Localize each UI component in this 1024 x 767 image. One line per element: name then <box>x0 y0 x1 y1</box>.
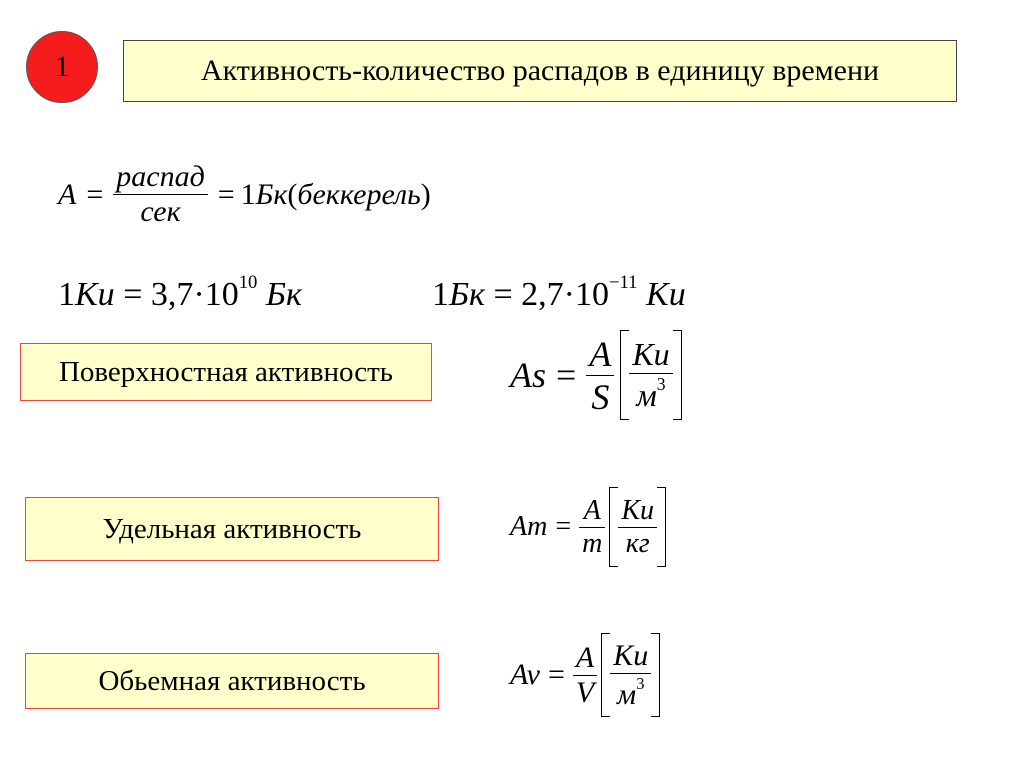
formula-lhs: As <box>510 355 546 395</box>
unit-fraction <box>610 639 651 712</box>
right-bracket <box>673 330 682 420</box>
fraction-numerator: распад <box>113 160 208 195</box>
coefficient: 2,7 <box>521 275 564 313</box>
equals-sign: = <box>217 177 235 211</box>
volumetric-activity-label: Обьемная активность <box>98 664 366 697</box>
formula-fraction <box>586 333 614 418</box>
number-one: 1 <box>240 177 256 211</box>
number-one: 1 <box>58 275 75 313</box>
unit-base: м <box>636 376 657 413</box>
fraction-denominator: m <box>582 527 603 559</box>
multiply-dot: · <box>563 275 575 313</box>
unit-denominator <box>629 374 672 414</box>
title-box <box>123 40 957 102</box>
paren-close: ) <box>420 177 431 211</box>
equals-sign: = <box>493 275 513 313</box>
unit-numerator: Ku <box>629 336 672 374</box>
unit-ku: Ku <box>646 275 686 313</box>
equals-sign: = <box>555 511 572 542</box>
unit-denominator <box>610 674 651 712</box>
activity-formula <box>58 160 431 229</box>
fraction-denominator: сек <box>140 195 181 228</box>
multiply-dot: · <box>193 275 205 313</box>
unit-denominator: кг <box>625 527 650 559</box>
right-bracket <box>657 487 666 567</box>
slide-title: Активность-количество распадов в единицу времени <box>200 54 880 87</box>
unit-bq: Бк <box>449 275 485 313</box>
volumetric-activity-formula <box>510 633 660 717</box>
unit-numerator: Ku <box>610 639 651 674</box>
specific-activity-box <box>25 497 439 561</box>
unit-numerator: Ku <box>618 495 657 528</box>
formula-lhs: Av <box>510 658 540 691</box>
left-bracket <box>620 330 629 420</box>
unit-bq: Бк <box>265 275 302 313</box>
unit-exponent: 3 <box>636 673 645 693</box>
fraction-numerator: A <box>579 495 605 528</box>
equals-sign: = <box>86 177 104 211</box>
paren-open: ( <box>287 177 298 211</box>
activity-symbol: A <box>58 177 77 211</box>
unit-bq: Бк <box>255 177 288 211</box>
power-exponent: −11 <box>608 272 638 293</box>
conversion-ku-to-bq <box>58 272 302 314</box>
surface-activity-box <box>20 343 432 401</box>
surface-activity-label: Поверхностная активность <box>58 355 394 388</box>
unit-name: беккерель <box>297 177 421 211</box>
equals-sign: = <box>556 355 577 395</box>
activity-fraction <box>113 160 208 229</box>
formula-fraction <box>573 641 597 710</box>
surface-activity-formula <box>510 330 682 420</box>
fraction-denominator: S <box>591 376 610 417</box>
unit-base: м <box>617 677 637 711</box>
volumetric-activity-box <box>25 653 439 709</box>
slide-number: 1 <box>54 50 70 83</box>
fraction-denominator: V <box>575 675 595 709</box>
power-base: 10 <box>204 275 239 313</box>
conversion-bq-to-ku <box>432 272 686 314</box>
unit-ku: Ku <box>75 275 115 313</box>
right-bracket <box>651 633 660 717</box>
unit-fraction <box>618 495 657 560</box>
formula-fraction <box>579 495 605 560</box>
left-bracket <box>609 487 618 567</box>
equals-sign: = <box>123 275 143 313</box>
fraction-numerator: A <box>573 641 597 676</box>
unit-exponent: 3 <box>656 374 666 395</box>
slide-number-badge <box>26 31 98 103</box>
specific-activity-formula <box>510 487 666 567</box>
number-one: 1 <box>432 275 449 313</box>
specific-activity-label: Удельная активность <box>102 512 362 545</box>
fraction-numerator: A <box>586 333 614 376</box>
coefficient: 3,7 <box>150 275 194 313</box>
equals-sign: = <box>548 658 565 691</box>
power-base: 10 <box>574 275 609 313</box>
left-bracket <box>601 633 610 717</box>
unit-fraction <box>629 336 672 414</box>
power-exponent: 10 <box>238 272 258 293</box>
formula-lhs: Am <box>510 511 548 542</box>
